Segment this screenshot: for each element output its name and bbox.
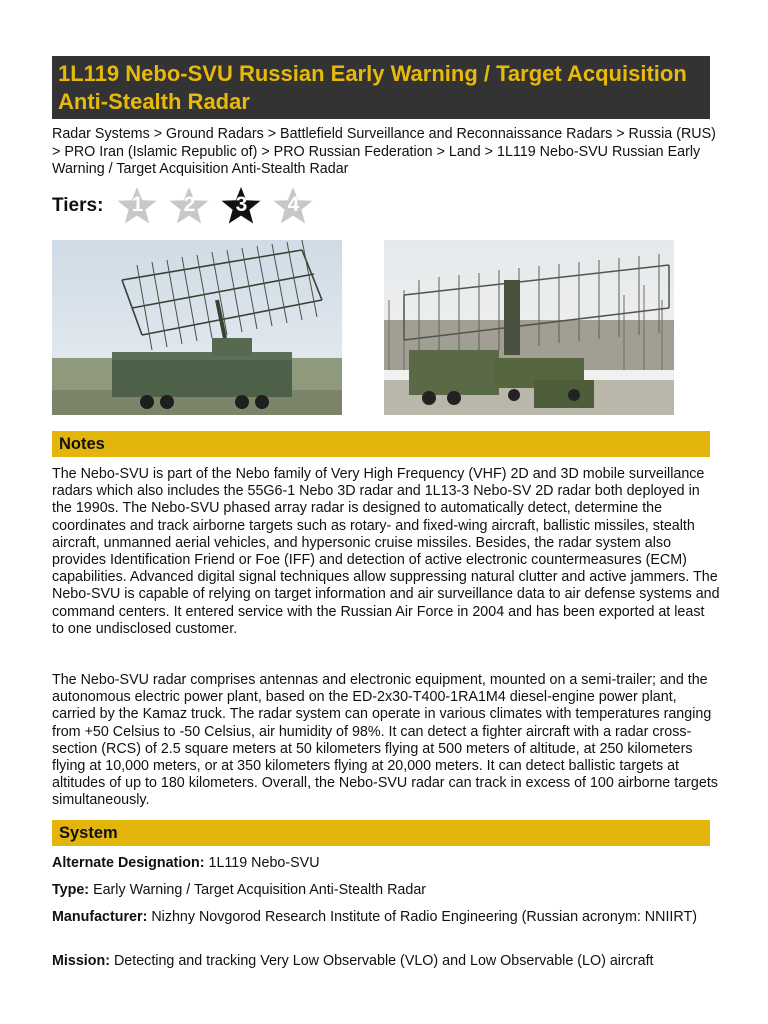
tier-number: 1 <box>131 193 144 216</box>
field-label: Alternate Designation: <box>52 855 205 871</box>
field-value: Nizhny Novgorod Research Institute of Radio Engineering (Russian acronym: NNIIRT) <box>151 909 697 925</box>
notes-paragraph-2: The Nebo-SVU radar comprises antennas and electronic equipment, mounted on a semi-trailer; and the autonomous electric power plant, based on the ED-2x30-T400-1RA1M4 diesel-engine power plant, carried by the Kamaz truck. The radar system can operate in various climates with temperatures ranging from +50 Celsius to -50 Celsius, air humidity of 98%. It can detect a fighter aircraft with a radar cross-section (RCS) of 2.5 square meters at 50 kilometers flying at 500 meters of altitude, at 250 kilometers flying at 10,000 meters, or at 350 kilometers flying at 20,000 meters. It can detect ballistic targets at altitudes of up to 180 kilometers. Overall, the Nebo-SVU radar can track in excess of 100 airborne targets simultaneously. <box>52 672 718 809</box>
radar-photo-2 <box>384 240 674 415</box>
field-mission <box>52 953 720 970</box>
tier-star-2 <box>167 186 211 226</box>
system-heading: System <box>59 824 118 842</box>
system-section-header <box>52 820 710 846</box>
notes-paragraph-1: The Nebo-SVU is part of the Nebo family of Very High Frequency (VHF) 2D and 3D mobile surveillance radars which also includes the 55G6-1 Nebo 3D radar and 1L13-3 Nebo-SV 2D radar both deployed in the 1990s. The Nebo-SVU phased array radar is designed to automatically detect, determine the coordinates and track airborne targets such as rotary- and fixed-wing aircraft, ballistic missiles, stealth aircraft, unmanned aerial vehicles, and hypersonic cruise missiles. Besides, the radar system also provides Identification Friend or Foe (IFF) and detection of active electronic countermeasures (ECM) capabilities. Advanced digital signal techniques allow suppressing natural clutter and active jammers. The Nebo-SVU is capable of relying on target information and air surveillance data to air defense systems and command centers. It entered service with the Russian Air Force in 2004 and has been exported at least to one undisclosed customer. <box>52 466 720 637</box>
field-value: 1L119 Nebo-SVU <box>208 855 320 871</box>
breadcrumb: Radar Systems > Ground Radars > Battlefield Surveillance and Reconnaissance Radars > Russia (RUS) > PRO Iran (Islamic Republic of) > PRO Russian Federation > Land > 1L119 Nebo-SVU Russian Early Warning / Target Acquisition Anti-Stealth Radar <box>52 126 716 177</box>
field-label: Manufacturer: <box>52 909 148 925</box>
radar-photo-1 <box>52 240 342 415</box>
field-value: Early Warning / Target Acquisition Anti-Stealth Radar <box>93 882 427 898</box>
tier-number: 2 <box>183 193 196 216</box>
notes-section-header <box>52 431 710 457</box>
tier-star-3 <box>219 186 263 226</box>
field-alternate-designation <box>52 855 720 872</box>
tier-star-1 <box>115 186 159 226</box>
title-bar <box>52 56 710 119</box>
field-label: Type: <box>52 882 90 898</box>
field-manufacturer <box>52 909 720 926</box>
field-type <box>52 882 720 899</box>
tier-star-4 <box>271 186 315 226</box>
field-label: Mission: <box>52 953 110 969</box>
tiers-label: Tiers: <box>52 195 104 216</box>
tier-number: 4 <box>287 193 300 216</box>
notes-heading: Notes <box>59 435 105 453</box>
tier-number: 3 <box>235 193 248 216</box>
tiers-rating <box>52 186 323 226</box>
page-title: 1L119 Nebo-SVU Russian Early Warning / Target Acquisition Anti-Stealth Radar <box>58 61 687 114</box>
field-value: Detecting and tracking Very Low Observable (VLO) and Low Observable (LO) aircraft <box>113 953 654 969</box>
